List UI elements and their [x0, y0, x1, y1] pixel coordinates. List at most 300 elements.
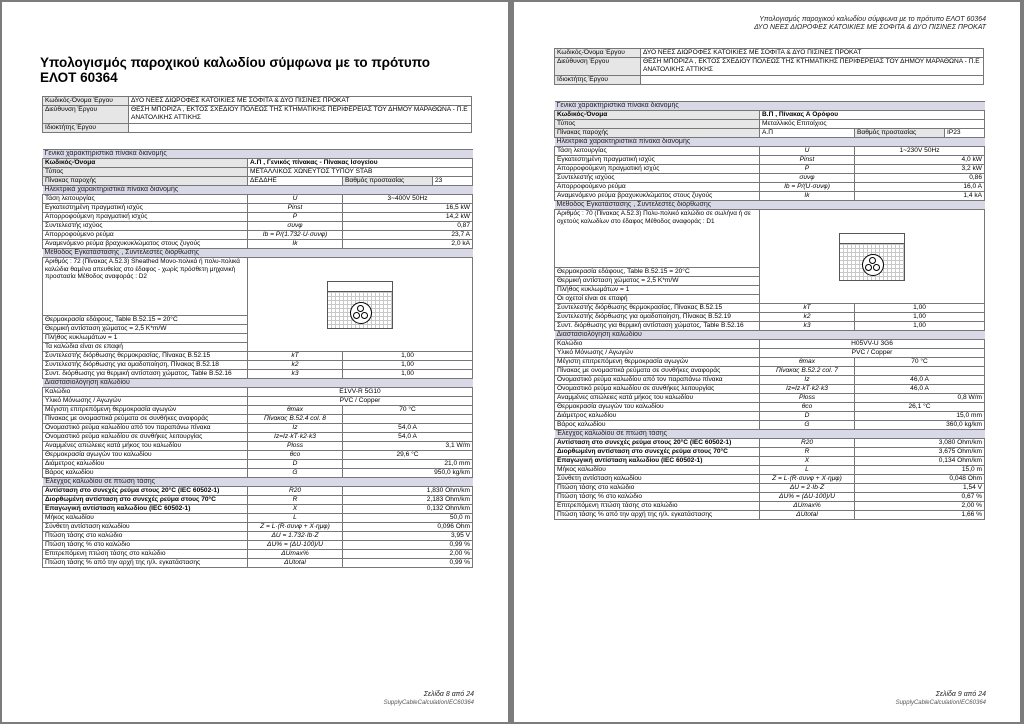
- vd-label: Αντίσταση στο συνεχές ρεύμα στους 20°C (IEC 60502-1): [555, 439, 760, 448]
- vd-label: Πτώση τάσης % από την αρχή της η/λ. εγκατάστασης: [555, 511, 760, 520]
- param-value: 4,0 kW: [855, 156, 985, 165]
- voltage-drop-row: [43, 559, 473, 568]
- sizing-symbol: Ploss: [248, 442, 343, 451]
- factor-label: Συντελεστής διόρθωσης για ομαδοποίηση, Πίνακας B.52.18: [43, 361, 248, 370]
- section-voltage-drop-title: Έλεγχος καλωδίου σε πτώση τάσης: [43, 478, 473, 487]
- param-value: 3~400V 50Hz: [343, 195, 473, 204]
- param-symbol: P: [248, 213, 343, 222]
- sizing-value: PVC / Copper: [760, 349, 985, 358]
- vd-symbol: L: [760, 466, 855, 475]
- sizing-row: [43, 433, 473, 442]
- sizing-label: Πίνακας με ονομαστικά ρεύματα σε συνθήκες αναφοράς: [555, 367, 760, 376]
- document-page-8: [2, 2, 508, 722]
- buried-cable-diagram: [327, 281, 393, 329]
- sizing-value: 54,0 A: [343, 424, 473, 433]
- field-label: Πίνακας παροχής: [555, 129, 760, 138]
- sizing-label: Καλώδιο: [555, 340, 760, 349]
- param-symbol: Ik: [760, 192, 855, 201]
- sizing-value: 54,0 A: [343, 433, 473, 442]
- page-number: Σελίδα 9 από 24: [935, 691, 986, 698]
- vd-symbol: R20: [248, 487, 343, 496]
- project-field-label: Κωδικός-Όνομα Έργου: [555, 49, 641, 58]
- vd-value: 0,67 %: [855, 493, 985, 502]
- sizing-row: [43, 415, 473, 424]
- sizing-row: [43, 397, 473, 406]
- sizing-row: [43, 442, 473, 451]
- vd-label: Πτώση τάσης % στο καλώδιο: [555, 493, 760, 502]
- factor-symbol: k3: [760, 322, 855, 331]
- method-condition: Οι οχετοί είναι σε επαφή: [555, 295, 760, 304]
- vd-symbol: L: [248, 514, 343, 523]
- sizing-label: Ονομαστικό ρεύμα καλωδίου από τον παραπάνω πίνακα: [43, 424, 248, 433]
- param-symbol: Pinst: [248, 204, 343, 213]
- vd-value: 50,0 m: [343, 514, 473, 523]
- vd-value: 0,132 Ohm/km: [343, 505, 473, 514]
- param-value: 0,86: [855, 174, 985, 183]
- row-type: [43, 168, 473, 177]
- page-footer: [896, 690, 986, 708]
- method-description: Αριθμός : 72 (Πίνακας Α.52.3) Sheathed Μονο-πολικά ή πολυ-πολικά καλώδια θαμένα απευθείας στο έδαφος - χωρίς πρόσθετη μηχανική προστασία Μέθοδος αναφοράς : D2: [45, 258, 240, 280]
- sizing-label: Θερμοκρασία αγωγών του καλωδίου: [43, 451, 248, 460]
- page-number: Σελίδα 8 από 24: [423, 691, 474, 698]
- method-description: Αριθμός : 70 (Πίνακας Α.52.3) Πολυ-πολικό καλώδιο σε σωλήνα ή σε οχετούς καλωδίων στο έδαφος Μέθοδος αναφοράς : D1: [557, 210, 751, 225]
- project-field-value: ΘΕΣΗ ΜΠΟΡΙΖΑ , ΕΚΤΟΣ ΣΧΕΔΙΟΥ ΠΟΛΕΩΣ ΤΗΣ ΚΤΗΜΑΤΙΚΗΣ ΠΕΡΙΦΕΡΕΙΑΣ ΤΟΥ ΔΗΜΟΥ ΜΑΡΑΘΩΝΑ - Π.Ε ΑΝΑΤΟΛΙΚΗΣ ΑΤΤΙΚΗΣ: [129, 106, 472, 124]
- vd-label: Επαγωγική αντίσταση καλωδίου (IEC 60502-1): [555, 457, 760, 466]
- project-row: [555, 58, 984, 76]
- field-value: Α.Π: [760, 129, 855, 138]
- sizing-value: [343, 415, 473, 424]
- sizing-symbol: Iz: [248, 424, 343, 433]
- sizing-label: Θερμοκρασία αγωγών του καλωδίου: [555, 403, 760, 412]
- factor-value: 1,00: [855, 313, 985, 322]
- sizing-label: Υλικό Μόνωσης / Αγωγών: [43, 397, 248, 406]
- section-header: [555, 430, 985, 439]
- factor-row: [555, 322, 985, 331]
- vd-symbol: Z = L·(R·συνφ + X·ημφ): [760, 475, 855, 484]
- vd-label: Διορθωμένη αντίσταση στο συνεχές ρεύμα στους 70°C: [43, 496, 248, 505]
- factor-row: [43, 370, 473, 379]
- electrical-row: [555, 156, 985, 165]
- factor-value: 1,00: [855, 322, 985, 331]
- field-label: Πίνακας παροχής: [43, 177, 248, 186]
- sizing-row: [43, 406, 473, 415]
- sizing-symbol: θmax: [248, 406, 343, 415]
- sizing-row: [555, 412, 985, 421]
- factor-label: Συντελεστής διόρθωσης θερμοκρασίας, Πίνακας B.52.15: [555, 304, 760, 313]
- sizing-row: [43, 388, 473, 397]
- sizing-label: Διάμετρος καλωδίου: [43, 460, 248, 469]
- sizing-row: [555, 385, 985, 394]
- section-general-title: Γενικά χαρακτηριστικά πίνακα διανομής: [43, 150, 473, 159]
- sizing-symbol: G: [248, 469, 343, 478]
- param-symbol: συνφ: [248, 222, 343, 231]
- voltage-drop-row: [555, 457, 985, 466]
- section-header: [555, 138, 985, 147]
- sizing-symbol: θmax: [760, 358, 855, 367]
- vd-symbol: ΔUtotal: [248, 559, 343, 568]
- factor-value: 1,00: [343, 361, 473, 370]
- method-text: [555, 210, 760, 268]
- sizing-label: Πίνακας με ονομαστικά ρεύματα σε συνθήκες αναφοράς: [43, 415, 248, 424]
- vd-value: 1,830 Ohm/km: [343, 487, 473, 496]
- sizing-symbol: θco: [760, 403, 855, 412]
- page-title: Υπολογισμός παροχικού καλωδίου σύμφωνα με το πρότυπο ΕΛΟΤ 60364: [40, 55, 430, 85]
- row-code: [43, 159, 473, 168]
- factor-symbol: k2: [760, 313, 855, 322]
- sizing-label: Μέγιστη επιτρεπόμενη θερμοκρασία αγωγών: [555, 358, 760, 367]
- method-block: [43, 258, 473, 316]
- section-sizing-title: Διαστασιολόγηση καλωδίου: [43, 379, 473, 388]
- vd-symbol: ΔU = 2·Ib·Z: [760, 484, 855, 493]
- document-page-9: [514, 2, 1020, 722]
- sizing-label: Καλώδιο: [43, 388, 248, 397]
- buried-cable-diagram: [839, 233, 905, 281]
- vd-symbol: R: [248, 496, 343, 505]
- document-id: SupplyCableCalculationIEC60364: [895, 700, 986, 706]
- page-footer: [384, 690, 474, 708]
- voltage-drop-row: [555, 502, 985, 511]
- section-header: [43, 150, 473, 159]
- sizing-value: 46,0 A: [855, 385, 985, 394]
- sizing-value: H05VV-U 3G6: [760, 340, 985, 349]
- vd-value: 2,00 %: [343, 550, 473, 559]
- electrical-row: [43, 222, 473, 231]
- factor-value: 1,00: [343, 370, 473, 379]
- factor-row: [555, 304, 985, 313]
- sizing-label: Ονομαστικό ρεύμα καλωδίου σε συνθήκες λειτουργίας: [555, 385, 760, 394]
- param-label: Αναμενόμενο ρεύμα βραχυκυκλώματος στους ζυγούς: [555, 192, 760, 201]
- factor-label: Συντελεστής διόρθωσης θερμοκρασίας, Πίνακας B.52.15: [43, 352, 248, 361]
- section-header: [43, 478, 473, 487]
- param-symbol: Ik: [248, 240, 343, 249]
- vd-label: Μήκος καλωδίου: [555, 466, 760, 475]
- vd-symbol: ΔU = 1.732·Ib·Z: [248, 532, 343, 541]
- project-field-value: ΔΥΟ ΝΕΕΣ ΔΙΩΡΟΦΕΣ ΚΑΤΟΙΚΙΕΣ ΜΕ ΣΟΦΙΤΑ & ΔΥΟ ΠΙΣΙΝΕΣ ΠΡΟΚΑΤ: [641, 49, 984, 58]
- vd-value: 15,0 m: [855, 466, 985, 475]
- section-method-title: Μέθοδος Εγκατάστασης , Συντελεστές διόρθωσης: [43, 249, 473, 258]
- sizing-row: [555, 340, 985, 349]
- electrical-row: [43, 240, 473, 249]
- sizing-label: Αναμμένες απώλειες κατά μήκος του καλωδίου: [43, 442, 248, 451]
- row-supply: [43, 177, 473, 186]
- factor-label: Συντ. διόρθωσης για θερμική αντίσταση χώματος, Table B.52.16: [555, 322, 760, 331]
- vd-value: 2,183 Ohm/km: [343, 496, 473, 505]
- project-field-label: Ιδιοκτήτης Έργου: [555, 76, 641, 85]
- installation-diagram: [760, 210, 985, 304]
- factor-row: [43, 352, 473, 361]
- param-symbol: Ib = P/(U·συνφ): [760, 183, 855, 192]
- factor-value: 1,00: [343, 352, 473, 361]
- vd-value: 1,54 V: [855, 484, 985, 493]
- section-header: [555, 201, 985, 210]
- factor-row: [43, 361, 473, 370]
- section-header: [43, 379, 473, 388]
- field-value: ΜΕΤΑΛΛΙΚΟΣ ΧΩΝΕΥΤΟΣ ΤΥΠΟΥ STAB: [248, 168, 473, 177]
- vd-value: 0,134 Ohm/km: [855, 457, 985, 466]
- vd-label: Πτώση τάσης στο καλώδιο: [43, 532, 248, 541]
- param-value: 3,2 kW: [855, 165, 985, 174]
- section-header: [555, 331, 985, 340]
- sizing-row: [555, 421, 985, 430]
- vd-label: Πτώση τάσης % από την αρχή της η/λ. εγκατάστασης: [43, 559, 248, 568]
- project-row: [555, 76, 984, 85]
- sizing-symbol: Iz=Iz·kT·k2·k3: [248, 433, 343, 442]
- sizing-row: [43, 424, 473, 433]
- method-condition: Πλήθος κυκλωμάτων = 1: [43, 334, 248, 343]
- param-value: 16,0 A: [855, 183, 985, 192]
- voltage-drop-row: [555, 493, 985, 502]
- project-field-value: [641, 76, 984, 85]
- voltage-drop-row: [43, 496, 473, 505]
- voltage-drop-row: [43, 487, 473, 496]
- project-row: [43, 97, 472, 106]
- vd-symbol: Z = L·(R·συνφ + X·ημφ): [248, 523, 343, 532]
- sizing-label: Διάμετρος καλωδίου: [555, 412, 760, 421]
- sizing-symbol: θco: [248, 451, 343, 460]
- param-symbol: Pinst: [760, 156, 855, 165]
- param-symbol: συνφ: [760, 174, 855, 183]
- param-label: Απορροφούμενο ρεύμα: [555, 183, 760, 192]
- vd-symbol: ΔUmax%: [760, 502, 855, 511]
- method-condition: Πλήθος κυκλωμάτων = 1: [555, 286, 760, 295]
- vd-symbol: ΔUtotal: [760, 511, 855, 520]
- voltage-drop-row: [43, 550, 473, 559]
- sizing-row: [555, 349, 985, 358]
- factor-symbol: k3: [248, 370, 343, 379]
- vd-label: Επιτρεπόμενη πτώση τάσης στο καλώδιο: [43, 550, 248, 559]
- voltage-drop-row: [555, 511, 985, 520]
- project-field-label: Διεύθυνση Έργου: [43, 106, 129, 124]
- vd-symbol: X: [248, 505, 343, 514]
- vd-value: 3,95 V: [343, 532, 473, 541]
- param-value: 0,87: [343, 222, 473, 231]
- vd-symbol: R: [760, 448, 855, 457]
- electrical-row: [43, 213, 473, 222]
- vd-value: 2,00 %: [855, 502, 985, 511]
- vd-symbol: ΔUmax%: [248, 550, 343, 559]
- project-field-value: ΔΥΟ ΝΕΕΣ ΔΙΩΡΟΦΕΣ ΚΑΤΟΙΚΙΕΣ ΜΕ ΣΟΦΙΤΑ & ΔΥΟ ΠΙΣΙΝΕΣ ΠΡΟΚΑΤ: [129, 97, 472, 106]
- param-symbol: P: [760, 165, 855, 174]
- project-field-label: Διεύθυνση Έργου: [555, 58, 641, 76]
- project-row: [555, 49, 984, 58]
- sizing-row: [43, 460, 473, 469]
- sizing-value: 21,0 mm: [343, 460, 473, 469]
- sizing-symbol: D: [248, 460, 343, 469]
- param-value: 14,2 kW: [343, 213, 473, 222]
- param-symbol: Ib = P/(1.732·U·συνφ): [248, 231, 343, 240]
- calc-sheet: [554, 101, 984, 520]
- sizing-value: 70 °C: [343, 406, 473, 415]
- field-label: Βαθμός προστασίας: [343, 177, 433, 186]
- sizing-row: [555, 394, 985, 403]
- vd-label: Επαγωγική αντίσταση καλωδίου (IEC 60502-1): [43, 505, 248, 514]
- field-label: Κωδικός-Όνομα: [555, 111, 760, 120]
- sizing-symbol: G: [760, 421, 855, 430]
- param-symbol: U: [760, 147, 855, 156]
- field-value: Β.Π , Πίνακας Α Ορόφου: [760, 111, 985, 120]
- param-label: Απορροφούμενη πραγματική ισχύς: [555, 165, 760, 174]
- sizing-label: Υλικό Μόνωσης / Αγωγών: [555, 349, 760, 358]
- sizing-symbol: Iz: [760, 376, 855, 385]
- method-condition: Θερμική αντίσταση χώματος = 2,5 K*m/W: [43, 325, 248, 334]
- sizing-value: PVC / Copper: [248, 397, 473, 406]
- document-id: SupplyCableCalculationIEC60364: [383, 700, 474, 706]
- field-value: IP23: [945, 129, 985, 138]
- section-header: [43, 186, 473, 195]
- method-block: [555, 210, 985, 268]
- section-header: [555, 102, 985, 111]
- sizing-value: [855, 367, 985, 376]
- sizing-row: [555, 358, 985, 367]
- param-label: Συντελεστής ισχύος: [555, 174, 760, 183]
- factor-symbol: k2: [248, 361, 343, 370]
- calc-sheet: [42, 149, 472, 568]
- param-symbol: U: [248, 195, 343, 204]
- row-supply: [555, 129, 985, 138]
- sizing-row: [43, 451, 473, 460]
- voltage-drop-row: [43, 523, 473, 532]
- vd-value: 0,99 %: [343, 559, 473, 568]
- voltage-drop-row: [43, 541, 473, 550]
- voltage-drop-row: [43, 505, 473, 514]
- param-label: Απορροφούμενη πραγματική ισχύς: [43, 213, 248, 222]
- vd-value: 3,675 Ohm/km: [855, 448, 985, 457]
- section-general-title: Γενικά χαρακτηριστικά πίνακα διανομής: [555, 102, 985, 111]
- vd-symbol: R20: [760, 439, 855, 448]
- section-method-title: Μέθοδος Εγκατάστασης , Συντελεστές διόρθωσης: [555, 201, 985, 210]
- sizing-label: Βάρος καλωδίου: [43, 469, 248, 478]
- sizing-label: Βάρος καλωδίου: [555, 421, 760, 430]
- header-project: ΔΥΟ ΝΕΕΣ ΔΙΩΡΟΦΕΣ ΚΑΤΟΙΚΙΕΣ ΜΕ ΣΟΦΙΤΑ & ΔΥΟ ΠΙΣΙΝΕΣ ΠΡΟΚΑΤ: [754, 24, 986, 31]
- sizing-value: 360,0 kg/km: [855, 421, 985, 430]
- project-field-value: ΘΕΣΗ ΜΠΟΡΙΖΑ , ΕΚΤΟΣ ΣΧΕΔΙΟΥ ΠΟΛΕΩΣ ΤΗΣ ΚΤΗΜΑΤΙΚΗΣ ΠΕΡΙΦΕΡΕΙΑΣ ΤΟΥ ΔΗΜΟΥ ΜΑΡΑΘΩΝΑ - Π.Ε ΑΝΑΤΟΛΙΚΗΣ ΑΤΤΙΚΗΣ: [641, 58, 984, 76]
- electrical-row: [555, 165, 985, 174]
- field-label: Βαθμός προστασίας: [855, 129, 945, 138]
- field-value: ΔΕΔΔΗΕ: [248, 177, 343, 186]
- param-label: Αναμενόμενο ρεύμα βραχυκυκλώματος στους ζυγούς: [43, 240, 248, 249]
- vd-value: 1,66 %: [855, 511, 985, 520]
- factor-label: Συντ. διόρθωσης για θερμική αντίσταση χώματος, Table B.52.16: [43, 370, 248, 379]
- param-label: Εγκατεστημένη πραγματική ισχύς: [555, 156, 760, 165]
- sizing-row: [43, 469, 473, 478]
- electrical-row: [43, 231, 473, 240]
- section-electrical-title: Ηλεκτρικά χαρακτηριστικά πίνακα διανομής: [555, 138, 985, 147]
- section-electrical-title: Ηλεκτρικά χαρακτηριστικά πίνακα διανομής: [43, 186, 473, 195]
- project-field-label: Κωδικός-Όνομα Έργου: [43, 97, 129, 106]
- sizing-value: 3,1 W/m: [343, 442, 473, 451]
- sizing-symbol: Πίνακας B.52.4 col. 8: [248, 415, 343, 424]
- factor-value: 1,00: [855, 304, 985, 313]
- sizing-row: [555, 403, 985, 412]
- field-value: 23: [433, 177, 473, 186]
- method-condition: Θερμοκρασία εδάφους, Table B.52.15 = 20°C: [555, 268, 760, 277]
- param-value: 23,7 A: [343, 231, 473, 240]
- project-row: [43, 124, 472, 133]
- row-code: [555, 111, 985, 120]
- param-label: Τάση λειτουργίας: [555, 147, 760, 156]
- sizing-label: Ονομαστικό ρεύμα καλωδίου σε συνθήκες λειτουργίας: [43, 433, 248, 442]
- voltage-drop-row: [555, 448, 985, 457]
- voltage-drop-row: [555, 439, 985, 448]
- param-label: Συντελεστής ισχύος: [43, 222, 248, 231]
- factor-symbol: kT: [760, 304, 855, 313]
- vd-symbol: X: [760, 457, 855, 466]
- vd-value: 0,096 Ohm: [343, 523, 473, 532]
- param-label: Εγκατεστημένη πραγματική ισχύς: [43, 204, 248, 213]
- section-header: [43, 249, 473, 258]
- sizing-label: Αναμμένες απώλειες κατά μήκος του καλωδίου: [555, 394, 760, 403]
- vd-symbol: ΔU% = (ΔU·100)/U: [248, 541, 343, 550]
- vd-label: Διορθωμένη αντίσταση στο συνεχές ρεύμα στους 70°C: [555, 448, 760, 457]
- voltage-drop-row: [43, 514, 473, 523]
- cable-cross-section: [862, 254, 884, 276]
- method-condition: Τα καλώδια είναι σε επαφή: [43, 343, 248, 352]
- project-info: [554, 48, 984, 85]
- electrical-row: [555, 183, 985, 192]
- sizing-value: 0,8 W/m: [855, 394, 985, 403]
- electrical-row: [555, 174, 985, 183]
- project-info: [42, 96, 472, 133]
- vd-label: Σύνθετη αντίσταση καλωδίου: [43, 523, 248, 532]
- param-value: 2,0 kA: [343, 240, 473, 249]
- field-label: Κωδικός-Όνομα: [43, 159, 248, 168]
- param-label: Απορροφούμενο ρεύμα: [43, 231, 248, 240]
- factor-label: Συντελεστής διόρθωσης για ομαδοποίηση, Πίνακας B.52.19: [555, 313, 760, 322]
- section-voltage-drop-title: Έλεγχος καλωδίου σε πτώση τάσης: [555, 430, 985, 439]
- method-text: [43, 258, 248, 316]
- electrical-row: [555, 147, 985, 156]
- voltage-drop-row: [555, 484, 985, 493]
- field-value: Μεταλλικός Επιτοίχιος: [760, 120, 985, 129]
- sizing-label: Ονομαστικό ρεύμα καλωδίου από τον παραπάνω πίνακα: [555, 376, 760, 385]
- vd-value: 3,080 Ohm/km: [855, 439, 985, 448]
- vd-symbol: ΔU% = (ΔU·100)/U: [760, 493, 855, 502]
- vd-value: 0,048 Ohm: [855, 475, 985, 484]
- vd-label: Σύνθετη αντίσταση καλωδίου: [555, 475, 760, 484]
- param-label: Τάση λειτουργίας: [43, 195, 248, 204]
- installation-diagram: [248, 258, 473, 352]
- factor-symbol: kT: [248, 352, 343, 361]
- sizing-symbol: Πίνακας B.52.2 col. 7: [760, 367, 855, 376]
- sizing-label: Μέγιστη επιτρεπόμενη θερμοκρασία αγωγών: [43, 406, 248, 415]
- sizing-value: 26,1 °C: [855, 403, 985, 412]
- voltage-drop-row: [43, 532, 473, 541]
- sizing-value: 29,6 °C: [343, 451, 473, 460]
- field-value: Α.Π , Γενικός πίνακας - Πίνακας Ισογείου: [248, 159, 473, 168]
- sizing-value: 46,0 A: [855, 376, 985, 385]
- vd-label: Πτώση τάσης στο καλώδιο: [555, 484, 760, 493]
- vd-value: 0,99 %: [343, 541, 473, 550]
- voltage-drop-row: [555, 466, 985, 475]
- electrical-row: [555, 192, 985, 201]
- project-field-label: Ιδιοκτήτης Έργου: [43, 124, 129, 133]
- sizing-symbol: Ploss: [760, 394, 855, 403]
- field-label: Τύπος: [43, 168, 248, 177]
- electrical-row: [43, 204, 473, 213]
- param-value: 16,5 kW: [343, 204, 473, 213]
- section-sizing-title: Διαστασιολόγηση καλωδίου: [555, 331, 985, 340]
- electrical-row: [43, 195, 473, 204]
- sizing-value: 950,0 kg/km: [343, 469, 473, 478]
- vd-label: Μήκος καλωδίου: [43, 514, 248, 523]
- field-label: Τύπος: [555, 120, 760, 129]
- method-condition: Θερμική αντίσταση χώματος = 2,5 K*m/W: [555, 277, 760, 286]
- vd-label: Πτώση τάσης % στο καλώδιο: [43, 541, 248, 550]
- method-condition: Θερμοκρασία εδάφους, Table B.52.15 = 20°C: [43, 316, 248, 325]
- factor-row: [555, 313, 985, 322]
- sizing-value: 70 °C: [855, 358, 985, 367]
- voltage-drop-row: [555, 475, 985, 484]
